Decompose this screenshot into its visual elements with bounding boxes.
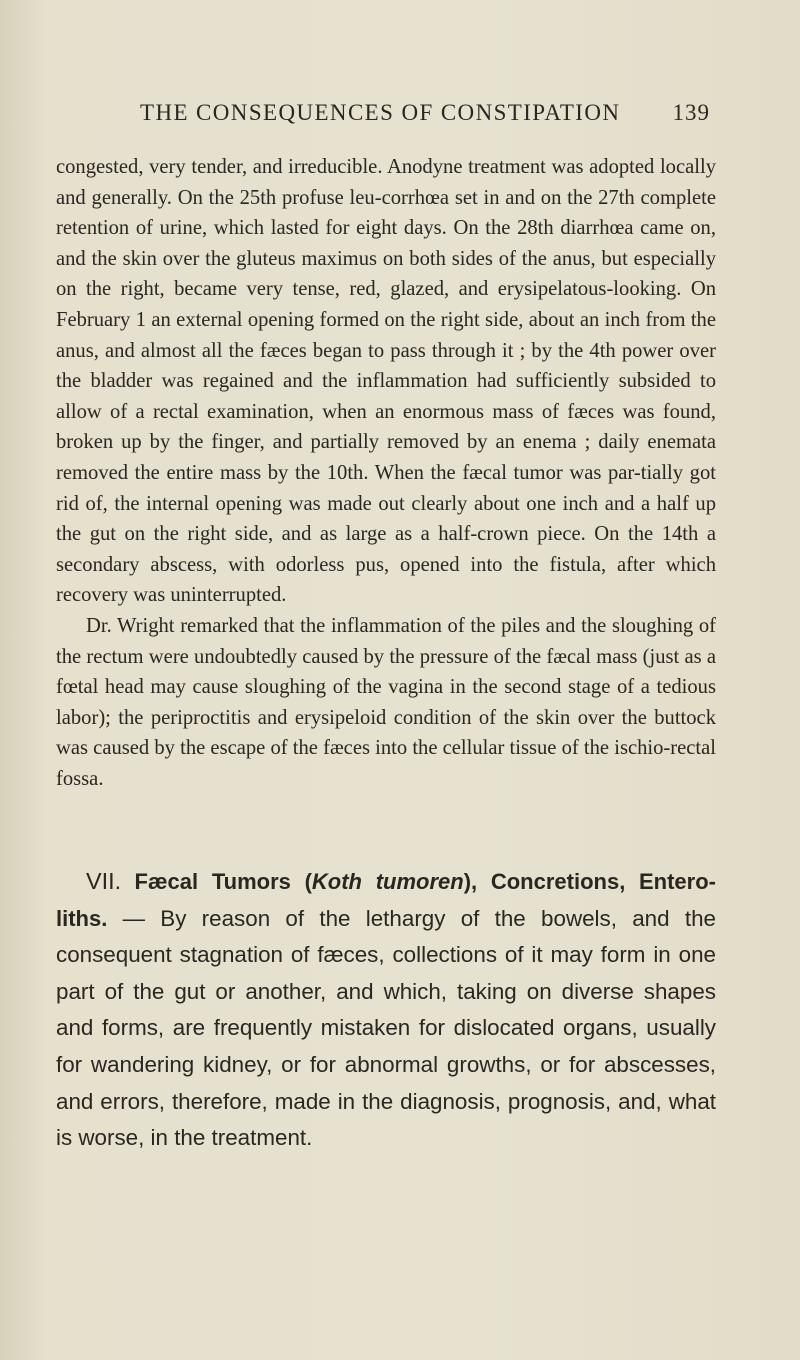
section-heading-part-2: ), Concretions, Entero-liths.: [56, 869, 716, 931]
paragraph-case-continuation: congested, very tender, and irreducible. Anodyne treatment was adopted locally and generally. On the 25th profuse leu-corrhœa set in and on the 27th complete retention of urine, which lasted for eight days. On the 28th diarrhœa came on, and the skin over the gluteus maximus on both sides of the anus, but especially on the right, became very tense, red, glazed, and erysipelatous-looking. On February 1 an external opening formed on the right side, about an inch from the anus, and almost all the fæces began to pass through it ; by the 4th power over the bladder was regained and the inflammation had sufficiently subsided to allow of a rectal examination, when an enormous mass of fæces was found, broken up by the finger, and partially removed by an enema ; daily enemata removed the entire mass by the 10th. When the fæcal tumor was par-tially got rid of, the internal opening was made out clearly about one inch and a half up the gut on the right side, and as large as a half-crown piece. On the 14th a secondary abscess, with odorless pus, opened into the fistula, after which recovery was uninterrupted.: [56, 156, 716, 607]
body-text: [56, 152, 716, 794]
page-number: 139: [672, 100, 710, 125]
section-vii: [56, 863, 716, 1157]
section-heading-italic: Koth tumoren: [311, 869, 464, 894]
page-header: [140, 100, 710, 140]
running-title: THE CONSEQUENCES OF CONSTIPATION: [140, 100, 621, 125]
paragraph-dr-wright-remark: Dr. Wright remarked that the inflammation of the piles and the sloughing of the rectum were undoubtedly caused by the pressure of the fæcal mass (just as a fœtal head may cause sloughing of the vagina in the second stage of a tedious labor); the periproctitis and erysipeloid condition of the skin over the buttock was caused by the escape of the fæces into the cellular tissue of the ischio-rectal fossa.: [56, 614, 716, 790]
section-dash: —: [107, 905, 161, 931]
section-number: VII.: [86, 868, 122, 894]
section-heading-part-1: Fæcal Tumors (: [134, 869, 312, 894]
section-text: By reason of the lethargy of the bowels, and the consequent stagnation of fæces, collections of it may form in one part of the gut or another, and which, taking on diverse shapes and forms, are frequently mistaken for dislocated organs, usually for wandering kidney, or for abnormal growths, or for abscesses, and errors, therefore, made in the diagnosis, prognosis, and, what is worse, in the treatment.: [56, 905, 716, 1151]
